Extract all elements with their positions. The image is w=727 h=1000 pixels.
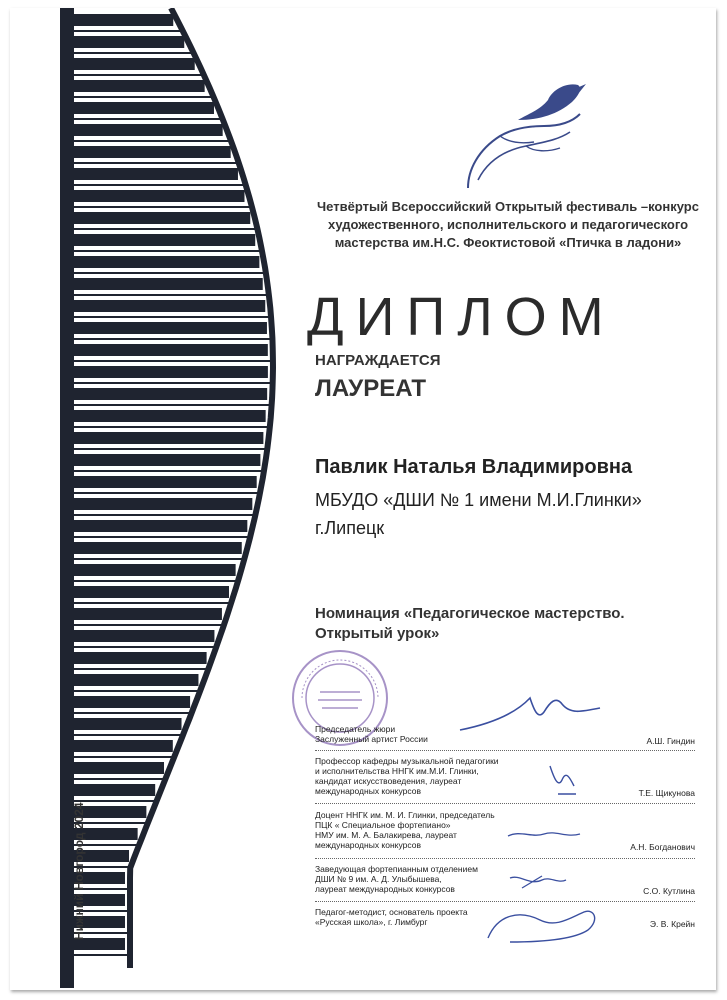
festival-title-line: Четвёртый Всероссийский Открытый фестиваль –конкурс [317, 199, 699, 214]
jury-role-line: Заведующая фортепианным отделением [315, 864, 478, 874]
piano-key [60, 58, 195, 70]
piano-key-divider [60, 514, 256, 516]
piano-key-divider [60, 404, 272, 406]
jury-role-line: и исполнительства ННГК им.М.И. Глинки, [315, 766, 479, 776]
nomination-line: Номинация «Педагогическое мастерство. [315, 605, 625, 622]
diploma-page [10, 8, 716, 990]
piano-key-divider [60, 338, 272, 340]
piano-key [60, 168, 238, 180]
piano-key-divider [60, 162, 238, 164]
piano-key-divider [60, 360, 273, 362]
jury-role [315, 864, 695, 894]
piano-key [60, 278, 263, 290]
jury-member [315, 756, 695, 798]
piano-key [60, 124, 223, 136]
piano-key [60, 542, 242, 554]
piano-key [60, 80, 205, 92]
piano-key [60, 102, 214, 114]
piano-key-divider [60, 206, 252, 208]
jury-role [315, 724, 695, 744]
festival-title-line: мастерства им.Н.С. Феоктистовой «Птичка в ладони» [334, 235, 682, 250]
jury-role-line: лауреат международных конкурсов [315, 884, 455, 894]
recipient-name: Павлик Наталья Владимировна [315, 456, 633, 478]
piano-key-divider [60, 228, 257, 230]
bird-in-hand-logo [448, 80, 598, 190]
jury-role-line: международных конкурсов [315, 786, 421, 796]
piano-key [60, 586, 229, 598]
piano-key [60, 190, 244, 202]
divider [315, 750, 695, 751]
piano-key [60, 212, 250, 224]
piano-key-divider [60, 536, 250, 538]
piano-key [60, 740, 173, 752]
piano-key [60, 718, 182, 730]
jury-member [315, 810, 695, 852]
piano-key [60, 498, 252, 510]
diploma-title: ДИПЛОМ [307, 287, 616, 347]
jury-role-line: Заслуженный артист России [315, 734, 428, 744]
piano-keys-decoration [10, 8, 310, 990]
piano-key [60, 652, 207, 664]
jury-role-line: международных конкурсов [315, 840, 421, 850]
nomination [315, 604, 705, 644]
jury-role-line: НМУ им. М. А. Балакирева, лауреат [315, 830, 457, 840]
piano-key-divider [60, 184, 245, 186]
jury-name: С.О. Кутлина [643, 886, 695, 896]
piano-key-divider [60, 712, 192, 714]
piano-key [60, 256, 259, 268]
piano-key [60, 784, 155, 796]
jury-role-line: Председатель жюри [315, 724, 396, 734]
piano-key [60, 674, 198, 686]
jury-role-line: Доцент ННГК им. М. И. Глинки, председатель [315, 810, 495, 820]
jury-role-line: Профессор кафедры музыкальной педагогики [315, 756, 499, 766]
piano-key-divider [60, 668, 209, 670]
piano-key-divider [60, 30, 182, 32]
piano-key-divider [60, 580, 238, 582]
recipient-school: МБУДО «ДШИ № 1 имени М.И.Глинки» [315, 490, 642, 510]
nomination-line: Открытый урок» [315, 625, 440, 642]
piano-key [60, 762, 164, 774]
jury-role-line: ДШИ № 9 им. А. Д. Улыбышева, [315, 874, 442, 884]
piano-key-divider [60, 272, 266, 274]
divider [315, 858, 695, 859]
piano-key-divider [60, 602, 231, 604]
piano-key [60, 520, 247, 532]
festival-title [308, 198, 708, 252]
piano-key-divider [60, 646, 217, 648]
piano-key [60, 234, 255, 246]
jury-name: А.Н. Богданович [630, 842, 695, 852]
footer-city-year: Нижний Новгород 2024 [72, 802, 86, 940]
jury-role-line: Педагог-методист, основатель проекта [315, 907, 468, 917]
piano-key-divider [60, 470, 264, 472]
piano-key-divider [60, 492, 260, 494]
piano-key-divider [60, 250, 262, 252]
piano-key [60, 564, 236, 576]
piano-key [60, 14, 173, 26]
piano-key [60, 432, 263, 444]
piano-key-divider [60, 690, 200, 692]
piano-key-divider [60, 96, 213, 98]
jury-role-line: ПЦК « Специальное фортепиано» [315, 820, 451, 830]
piano-key-divider [60, 734, 183, 736]
piano-key [60, 608, 222, 620]
piano-key-divider [60, 624, 224, 626]
festival-title-line: художественного, исполнительского и педагогического [327, 217, 689, 232]
piano-key [60, 36, 184, 48]
piano-key [60, 476, 257, 488]
piano-key [60, 696, 190, 708]
jury-role-line: «Русская школа», г. Лимбург [315, 917, 428, 927]
recipient-city: г.Липецк [315, 518, 385, 538]
piano-key-divider [60, 558, 245, 560]
awarded-label: НАГРАЖДАЕТСЯ [315, 352, 441, 369]
piano-key-divider [60, 316, 271, 318]
piano-key [60, 300, 265, 312]
piano-key [60, 366, 268, 378]
piano-key-divider [60, 52, 193, 54]
divider [315, 803, 695, 804]
jury-name: Э. В. Крейн [649, 919, 695, 929]
piano-key-divider [60, 426, 270, 428]
piano-key [60, 322, 267, 334]
jury-member [315, 907, 695, 929]
piano-key-divider [60, 294, 269, 296]
piano-key-divider [60, 448, 267, 450]
piano-key [60, 388, 267, 400]
jury-member [315, 724, 695, 746]
piano-key-divider [60, 756, 175, 758]
piano-key [60, 146, 231, 158]
jury-role-line: кандидат искусствоведения, лауреат [315, 776, 462, 786]
piano-key-divider [60, 140, 231, 142]
piano-key [60, 410, 266, 422]
piano-key [60, 454, 260, 466]
piano-key [60, 630, 214, 642]
rank-label: ЛАУРЕАТ [315, 375, 426, 402]
piano-key-divider [60, 382, 273, 384]
jury-member [315, 864, 695, 896]
piano-key [60, 344, 268, 356]
jury-role [315, 907, 695, 927]
divider [315, 901, 695, 902]
jury-name: А.Ш. Гиндин [646, 736, 695, 746]
piano-key-divider [60, 778, 166, 780]
piano-key-divider [60, 118, 222, 120]
piano-key-divider [60, 74, 203, 76]
jury-name: Т.Е. Щикунова [638, 788, 695, 798]
